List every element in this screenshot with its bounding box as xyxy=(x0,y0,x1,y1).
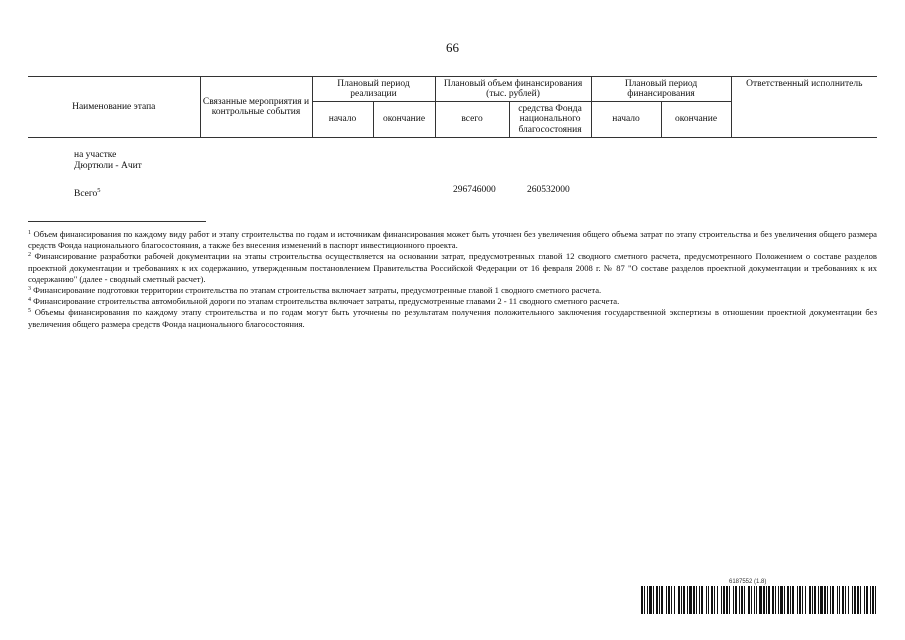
total-row xyxy=(28,185,877,200)
page-number: 66 xyxy=(446,40,459,55)
footnotes xyxy=(28,229,877,330)
sub-header-fin-start: начало xyxy=(591,102,661,138)
document-code: 6187552 (1.8) xyxy=(729,579,767,585)
barcode-icon xyxy=(641,586,877,614)
col-header-volume: Плановый объем финансирования (тыс. рублей) xyxy=(435,77,591,102)
footnote-3: $^3$ Финансирование подготовки территории строительства по этапам строительства включает затраты, предусмотренные главой 1 сводного сметного расчета. xyxy=(28,285,602,296)
footnote-5: $^5$ Объемы финансирования по каждому этапу строительства и по годам могут быть уточнены по результатам получения положительного заключения государственной экспертизы в отношении проектной документации без увеличения общего размера средств Фонда национального благосостояния. xyxy=(28,307,877,329)
footnote-2: $^2$ Финансирование разработки рабочей документации на этапы строительства осуществляется на основании затрат, предусмотренных главой 12 сводного сметного расчета, предусмотренного Положением о составе разделов проектной документации и требованиях к их содержанию, утвержденным постановлением Правительства Российской Федерации от 16 февраля 2008 г. № 87 "О составе разделов проектной документации и требованиях к их содержанию" (далее - сводный сметный расчет). xyxy=(28,251,877,284)
footnote-1: $^1$ Объем финансирования по каждому виду работ и этапу строительства по годам и источникам финансирования может быть уточнен без увеличения общего объема затрат по этапу строительства и без увеличения общего размера средств Фонда национального благосостояния, а также без внесения изменений в паспорт инвестиционного проекта. xyxy=(28,229,877,251)
footnote-separator xyxy=(28,221,206,222)
col-header-events: Связанные мероприятия и контрольные события xyxy=(200,77,312,138)
col-header-period: Плановый период реализации xyxy=(312,77,435,102)
total-value: 296746000 xyxy=(453,185,496,195)
total-label: Всего$^5$ xyxy=(74,187,101,200)
sub-header-fin-end: окончание xyxy=(661,102,731,138)
plan-table xyxy=(28,76,877,138)
sub-header-fund: средства Фонда национального благосостояния xyxy=(509,102,591,138)
footnote-4: $^4$ Финансирование строительства автомобильной дороги по этапам строительства включает затраты, предусмотренные главами 2 - 11 сводного сметного расчета. xyxy=(28,296,620,307)
sub-header-total: всего xyxy=(435,102,509,138)
col-header-stage: Наименование этапа xyxy=(28,77,200,138)
fund-value: 260532000 xyxy=(527,185,570,195)
col-header-executor: Ответственный исполнитель xyxy=(731,77,877,138)
sub-header-end: окончание xyxy=(373,102,435,138)
total-footnote-ref: 5 xyxy=(97,187,101,194)
col-header-fin-period: Плановый период финансирования xyxy=(591,77,731,102)
sub-header-start: начало xyxy=(312,102,373,138)
stage-name-continuation: на участке Дюртюли - Ачит xyxy=(74,150,142,171)
